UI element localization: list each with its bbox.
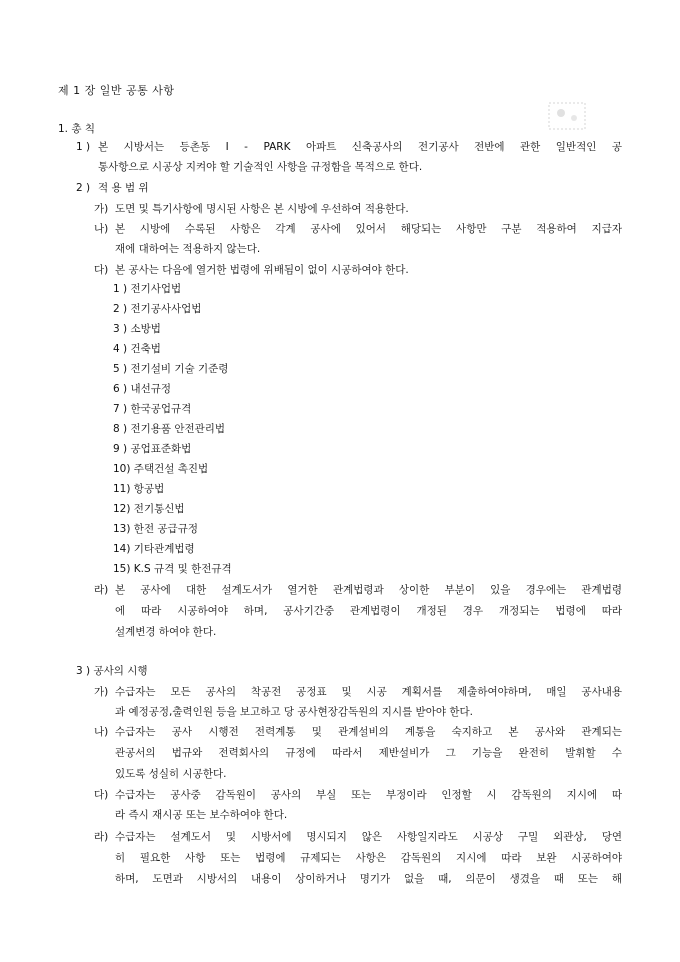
sub-text: 관공서의 법규와 전력회사의 규정에 따라서 제반설비가 그 기능을 완전히 발휘할 수 [115,747,622,759]
sub-text: 과 예정공정,출력인원 등을 보고하고 당 공사현장감독원의 지시를 받아야 한다. [115,706,473,718]
law-list-item: 9 ) 공업표준화법 [113,443,192,455]
law-list-item: 2 ) 전기공사사업법 [113,303,202,315]
sub-text: 수급자는 설계도서 및 시방서에 명시되지 않은 사항일지라도 시공상 구밀 외관상, 당연 [115,831,622,843]
sub-mark: 나) [94,726,109,738]
sub-text: 재에 대하여는 적용하지 않는다. [115,243,261,255]
sub-text: 수급자는 공사 시행전 전력계통 및 관계설비의 계통을 숙지하고 본 공사와 관계되는 [115,726,622,738]
sub-text: 도면 및 특기사항에 명시된 사항은 본 시방에 우선하여 적용한다. [115,203,409,215]
law-list-item: 3 ) 소방법 [113,323,161,335]
item-text: 통사항으로 시공상 지켜야 할 기술적인 사항을 규정함을 목적으로 한다. [98,161,423,173]
stamp-mark-icon [547,101,587,131]
law-list-item: 11) 항공법 [113,483,165,495]
item-title: 적 용 범 위 [98,182,149,194]
section-heading: 3 ) 공사의 시행 [76,665,148,677]
sub-mark: 라) [94,831,109,843]
law-list-item: 4 ) 건축법 [113,343,161,355]
law-list-item: 14) 기타관계법령 [113,543,195,555]
law-list-item: 1 ) 전기사업법 [113,283,182,295]
law-list-item: 15) K.S 규격 및 한전규격 [113,563,232,575]
law-list-item: 13) 한전 공급규정 [113,523,198,535]
sub-text: 수급자는 공사중 감독원이 공사의 부실 또는 부정이라 인정할 시 감독원의 지시에 따 [115,789,622,801]
sub-mark: 다) [94,264,109,276]
chapter-title: 제 1 장 일반 공통 사항 [58,84,175,97]
law-list-item: 8 ) 전기용품 안전관리법 [113,423,226,435]
sub-mark: 나) [94,223,109,235]
law-list-item: 6 ) 내선규정 [113,383,172,395]
item-number: 1 ) [76,141,91,153]
item-text: 본 시방서는 등촌동 I - PARK 아파트 신축공사의 전기공사 전반에 관한 일반적인 공 [98,141,622,153]
sub-text: 있도록 성실히 시공한다. [115,768,227,780]
sub-text: 설계변경 하여야 한다. [115,626,217,638]
sub-text: 히 필요한 사항 또는 법령에 규제되는 사항은 감독원의 지시에 따라 보완 시공하여야 [115,852,622,864]
law-list-item: 5 ) 전기설비 기술 기준령 [113,363,229,375]
sub-text: 본 공사에 대한 설계도서가 열거한 관계법령과 상이한 부분이 있을 경우에는 관계법령 [115,584,622,596]
sub-text: 하며, 도면과 시방서의 내용이 상이하거나 명기가 없을 때, 의문이 생겼을 때 또는 해 [115,873,622,885]
sub-mark: 다) [94,789,109,801]
sub-text: 본 시방에 수록된 사항은 각계 공사에 있어서 해당되는 사항만 구분 적용하여 지급자 [115,223,622,235]
sub-mark: 가) [94,686,109,698]
law-list-item: 10) 주택건설 촉진법 [113,463,209,475]
sub-text: 수급자는 모든 공사의 착공전 공정표 및 시공 계획서를 제출하여야하며, 매일 공사내용 [115,686,622,698]
law-list-item: 12) 전기통신법 [113,503,185,515]
sub-text: 본 공사는 다음에 열거한 법령에 위배됨이 없이 시공하여야 한다. [115,264,409,276]
item-number: 2 ) [76,182,91,194]
section-heading: 1. 총 칙 [58,123,95,135]
sub-mark: 가) [94,203,109,215]
sub-mark: 라) [94,584,109,596]
sub-text: 에 따라 시공하여야 하며, 공사기간중 관계법령이 개정된 경우 개정되는 법령에 따라 [115,605,622,617]
sub-text: 라 즉시 재시공 또는 보수하여야 한다. [115,809,288,821]
law-list-item: 7 ) 한국공업규격 [113,403,192,415]
